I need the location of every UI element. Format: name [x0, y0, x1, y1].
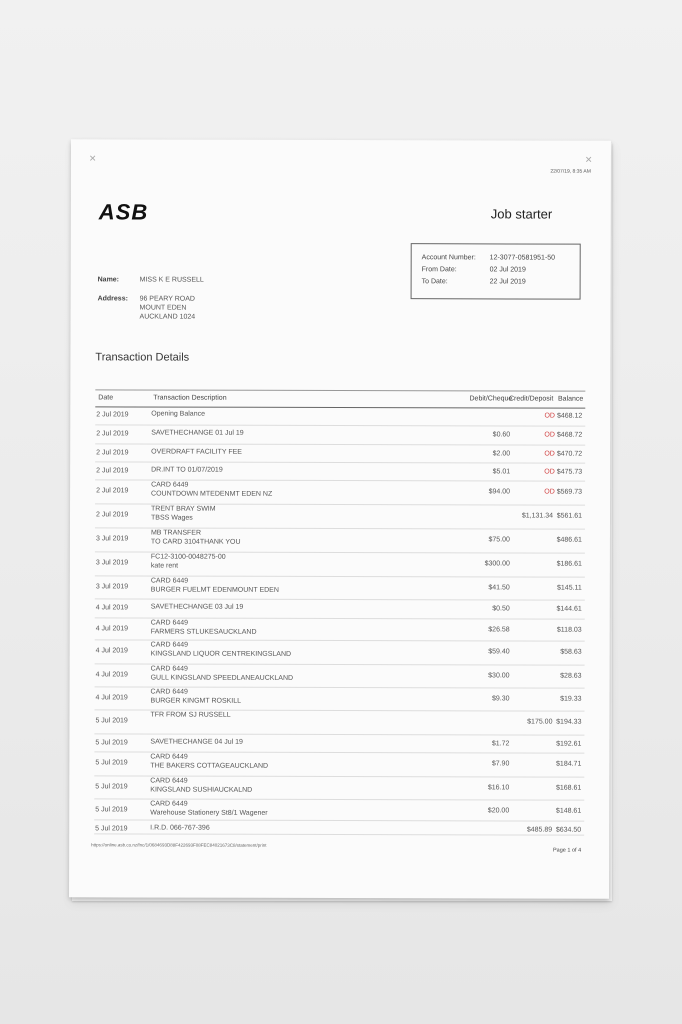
address-line: AUCKLAND 1024	[139, 313, 196, 321]
txn-debit: $94.00	[488, 488, 511, 496]
txn-description: FC12-3100-0048275-00	[150, 553, 226, 561]
txn-balance	[556, 826, 581, 835]
txn-balance	[560, 695, 581, 704]
table-row	[95, 424, 585, 445]
txn-description: CARD 6449	[150, 800, 188, 808]
txn-balance	[556, 784, 581, 793]
txn-debit: $300.00	[484, 560, 510, 568]
pin-icon: ✕	[584, 154, 593, 165]
txn-date: 5 Jul 2019	[95, 825, 128, 833]
txn-description: DR.INT TO 01/07/2019	[151, 466, 223, 474]
txn-debit: $0.50	[492, 605, 510, 613]
col-description: Transaction Description	[153, 394, 227, 402]
table-row	[94, 819, 584, 835]
txn-date: 2 Jul 2019	[96, 430, 129, 438]
txn-balance	[557, 584, 582, 593]
txn-date: 5 Jul 2019	[95, 759, 128, 767]
txn-description: CARD 6449	[150, 619, 189, 627]
from-date-value: 02 Jul 2019	[489, 266, 526, 274]
address-line: MOUNT EDEN	[139, 304, 187, 312]
txn-debit: $0.60	[492, 431, 511, 439]
balance-value: $186.61	[556, 560, 582, 568]
balance-value: $145.11	[557, 584, 582, 592]
txn-debit: $59.40	[488, 648, 510, 656]
overdrawn-badge: OD	[544, 468, 555, 476]
to-date-row	[421, 278, 526, 286]
balance-value: $19.33	[560, 695, 582, 703]
balance-value: $475.73	[556, 468, 583, 476]
txn-date: 2 Jul 2019	[96, 511, 129, 519]
txn-description: SAVETHECHANGE 04 Jul 19	[150, 738, 243, 746]
txn-date: 4 Jul 2019	[95, 694, 128, 702]
txn-date: 5 Jul 2019	[95, 739, 128, 747]
print-timestamp: 22/07/19, 8:35 AM	[550, 168, 591, 175]
txn-description: TFR FROM SJ RUSSELL	[150, 711, 231, 719]
balance-value: $118.03	[556, 626, 582, 634]
txn-date: 4 Jul 2019	[95, 671, 128, 679]
table-row	[95, 479, 585, 505]
txn-balance	[544, 450, 582, 459]
balance-value: $192.61	[556, 740, 582, 748]
to-date-value: 22 Jul 2019	[489, 278, 526, 286]
txn-description: THE BAKERS COTTAGEAUCKLAND	[150, 762, 269, 770]
txn-date: 2 Jul 2019	[96, 487, 129, 495]
pin-icon: ✕	[88, 153, 97, 164]
txn-description: CARD 6449	[150, 641, 189, 649]
txn-debit: $1.72	[491, 740, 510, 748]
table-row	[94, 775, 584, 800]
txn-description: BURGER KINGMT ROSKILL	[150, 697, 242, 705]
txn-balance	[556, 760, 581, 769]
txn-date: 4 Jul 2019	[95, 604, 129, 612]
balance-value: $569.73	[556, 488, 583, 496]
overdrawn-badge: OD	[544, 431, 555, 439]
table-row	[95, 503, 585, 529]
balance-value: $486.61	[556, 536, 582, 544]
col-credit: Credit/Deposit	[508, 395, 554, 403]
from-date-label: From Date:	[421, 266, 457, 274]
table-row	[94, 686, 584, 711]
txn-description: MB TRANSFER	[150, 529, 202, 537]
table-row	[95, 527, 585, 553]
txn-description: I.R.D. 066-767-396	[150, 824, 210, 832]
txn-description: SAVETHECHANGE 01 Jul 19	[151, 429, 244, 437]
txn-description: KINGSLAND LIQUOR CENTREKINGSLAND	[150, 650, 292, 658]
txn-debit: $26.58	[488, 626, 510, 634]
txn-balance	[556, 807, 581, 816]
table-row	[95, 598, 585, 619]
from-date-row	[421, 266, 526, 274]
table-row	[95, 405, 585, 426]
txn-balance	[544, 488, 582, 497]
balance-value: $168.61	[555, 784, 582, 792]
txn-balance	[556, 740, 581, 749]
document-title: Job starter	[490, 206, 553, 222]
footer-url: https://online.asb.co.nz/fnc/1/0684693D88F422693F08FEC84021673C8/statement/print	[91, 842, 267, 848]
col-balance: Balance	[558, 395, 584, 403]
table-row	[94, 798, 584, 821]
txn-balance	[556, 605, 581, 614]
txn-date: 4 Jul 2019	[95, 647, 128, 655]
txn-description: CARD 6449	[150, 577, 189, 585]
balance-value: $184.71	[556, 760, 582, 768]
balance-value: $144.61	[556, 605, 582, 613]
account-number-row	[421, 254, 556, 262]
table-row	[95, 575, 585, 600]
overdrawn-badge: OD	[544, 450, 555, 458]
txn-description: KINGSLAND SUSHIAUCKALND	[150, 786, 253, 794]
txn-date: 5 Jul 2019	[95, 806, 128, 814]
txn-balance	[544, 468, 582, 477]
txn-date: 3 Jul 2019	[95, 559, 129, 567]
txn-balance	[544, 431, 582, 440]
page-number: Page 1 of 4	[552, 847, 582, 854]
txn-date: 5 Jul 2019	[95, 783, 128, 791]
section-title: Transaction Details	[95, 351, 190, 364]
txn-description: CARD 6449	[150, 753, 188, 761]
balance-value: $470.72	[556, 450, 583, 458]
address-line: 96 PEARY ROAD	[139, 295, 195, 303]
table-row	[95, 663, 585, 688]
txn-description: Warehouse Stationery St8/1 Wagener	[150, 809, 268, 817]
txn-debit: $75.00	[488, 536, 510, 544]
txn-date: 3 Jul 2019	[95, 535, 129, 543]
account-number-label: Account Number:	[421, 254, 476, 262]
overdrawn-badge: OD	[544, 488, 555, 496]
txn-credit: $175.00	[527, 718, 553, 726]
to-date-label: To Date:	[421, 278, 448, 286]
txn-description: Opening Balance	[151, 410, 206, 418]
table-row	[94, 751, 584, 777]
overdrawn-badge: OD	[544, 412, 555, 420]
customer-name: MISS K E RUSSELL	[139, 276, 204, 284]
txn-balance	[560, 648, 581, 657]
balance-value: $634.50	[555, 826, 582, 834]
bank-statement-page	[69, 139, 611, 898]
col-debit: Debit/Cheque	[469, 395, 513, 403]
table-row	[95, 639, 585, 665]
balance-value: $148.61	[555, 807, 582, 815]
txn-debit: $20.00	[487, 807, 510, 815]
txn-description: COUNTDOWN MTEDENMT EDEN NZ	[151, 490, 273, 498]
txn-balance	[557, 560, 582, 569]
address-label: Address:	[97, 295, 128, 303]
asb-logo: ASB	[98, 199, 149, 225]
balance-value: $28.63	[560, 672, 582, 680]
txn-balance	[544, 412, 582, 421]
txn-description: TRENT BRAY SWIM	[151, 505, 216, 513]
txn-debit: $9.30	[491, 695, 510, 703]
txn-credit: $1,131.34	[521, 512, 554, 520]
txn-date: 4 Jul 2019	[95, 625, 129, 633]
balance-value: $468.72	[556, 431, 583, 439]
txn-description: kate rent	[150, 562, 179, 570]
col-date: Date	[98, 394, 114, 402]
txn-debit: $16.10	[487, 784, 510, 792]
txn-balance	[557, 512, 582, 521]
balance-value: $58.63	[560, 648, 582, 656]
txn-debit: $2.00	[492, 450, 511, 458]
txn-description: TO CARD 3104THANK YOU	[150, 538, 241, 546]
txn-balance	[556, 718, 581, 727]
name-label: Name:	[97, 276, 120, 284]
txn-description: BURGER FUELMT EDENMOUNT EDEN	[150, 586, 279, 594]
balance-value: $561.61	[556, 512, 583, 520]
table-row	[94, 709, 584, 735]
txn-date: 2 Jul 2019	[96, 467, 129, 475]
balance-value: $194.33	[556, 718, 582, 726]
balance-value: $468.12	[556, 412, 583, 420]
txn-date: 3 Jul 2019	[95, 583, 129, 591]
txn-debit: $5.01	[492, 468, 511, 476]
txn-description: OVERDRAFT FACILITY FEE	[151, 448, 242, 456]
txn-description: CARD 6449	[150, 777, 188, 785]
txn-description: FARMERS STLUKESAUCKLAND	[150, 628, 257, 636]
txn-date: 5 Jul 2019	[95, 717, 128, 725]
account-number-value: 12-3077-0581951-50	[489, 254, 556, 262]
txn-description: GULL KINGSLAND SPEEDLANEAUCKLAND	[150, 674, 294, 682]
txn-description: CARD 6449	[150, 688, 188, 696]
txn-description: SAVETHECHANGE 03 Jul 19	[150, 603, 244, 611]
txn-credit: $485.89	[526, 826, 553, 834]
txn-date: 2 Jul 2019	[96, 449, 129, 457]
txn-debit: $7.90	[491, 760, 510, 768]
txn-balance	[560, 672, 581, 681]
txn-description: CARD 6449	[151, 481, 189, 489]
table-row	[95, 551, 585, 577]
txn-description: TBSS Wages	[150, 514, 193, 522]
txn-date: 2 Jul 2019	[96, 411, 129, 419]
txn-debit: $41.50	[488, 584, 510, 592]
txn-debit: $30.00	[488, 672, 510, 680]
txn-description: CARD 6449	[150, 665, 188, 673]
table-row	[95, 617, 585, 641]
txn-balance	[557, 536, 582, 545]
txn-balance	[557, 626, 582, 635]
account-info-box	[411, 243, 581, 299]
